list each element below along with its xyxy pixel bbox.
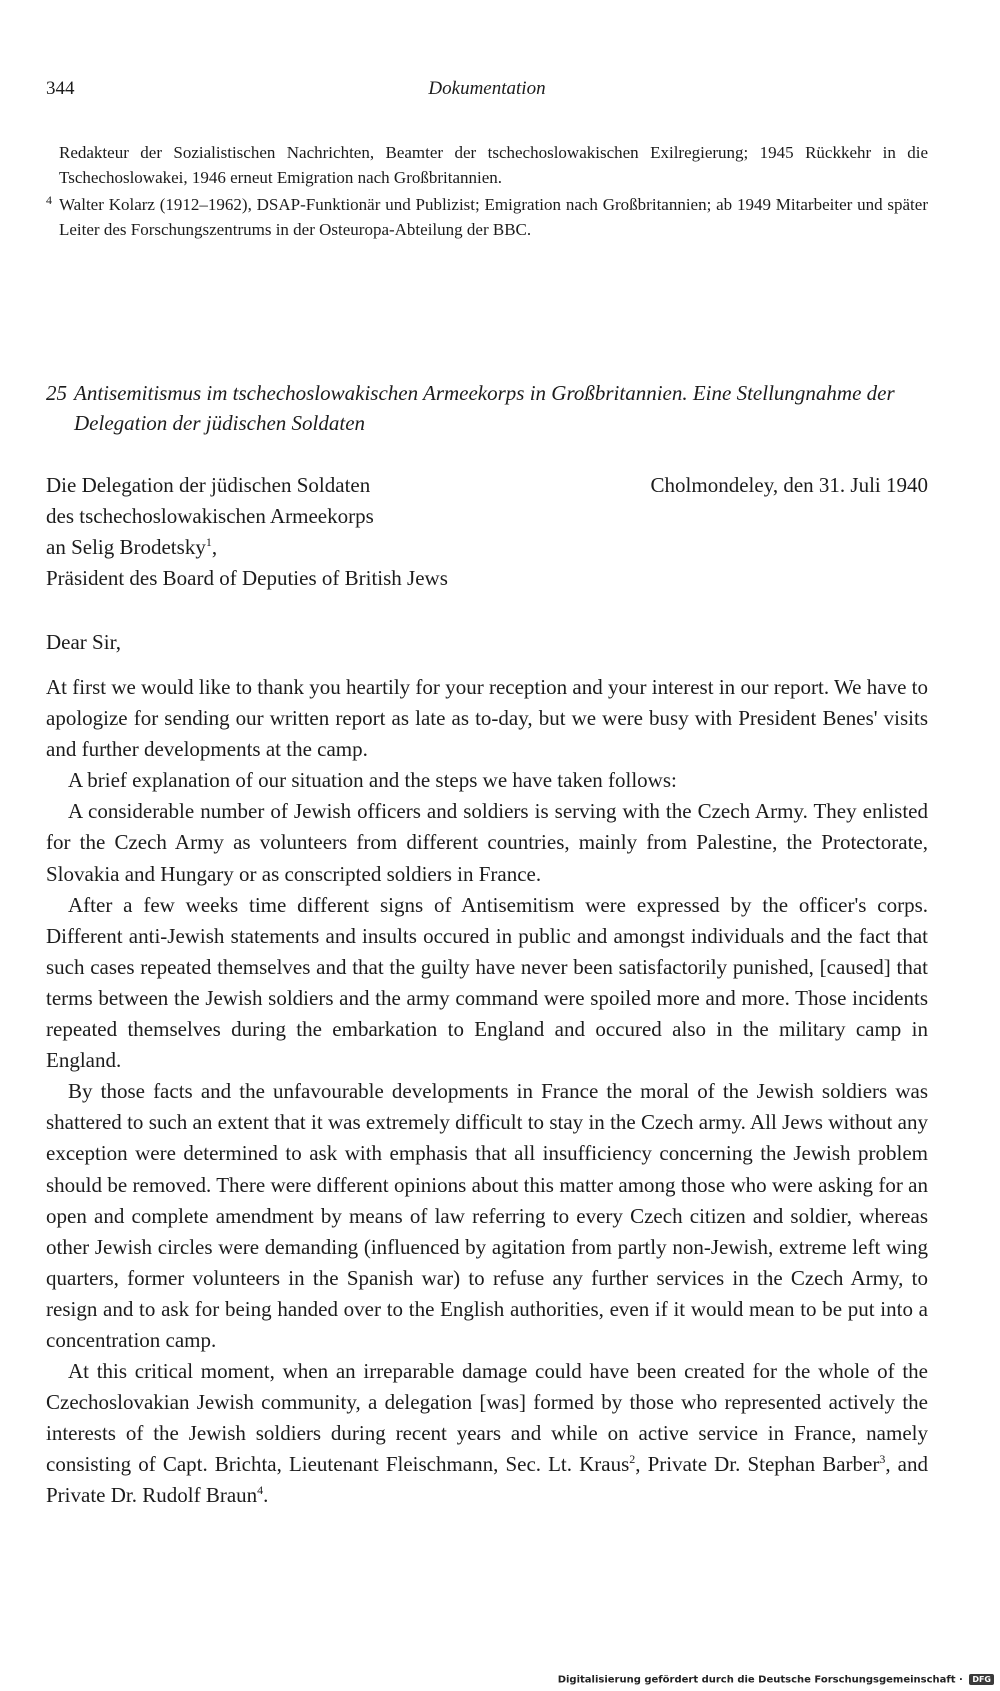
sender-line-2: des tschechoslowakischen Armeekorps [46, 504, 374, 528]
footnote-mark-1: 1 [205, 535, 212, 549]
document-number: 25 [46, 381, 67, 405]
footnote-4-mark: 4 [46, 193, 52, 207]
place-date: Cholmondeley, den 31. Juli 1940 [650, 473, 928, 497]
paragraph-5: By those facts and the unfavourable developments in France the moral of the Jewish soldiers was shattered to such an extent that it was extremely difficult to stay in the Czech army. All Jews without any exception were determined to ask with emphasis that all insufficiency concerning the Jewish problem should be removed. There were different opinions about this matter among those who were asking for an open and complete amendment by means of law referring to every Czech citizen and soldier, whereas other Jewish circles were demanding (influenced by agitation from partly non-Jewish, extreme left wing quarters, former volunteers in the Spanish war) to refuse any further services in the Czech Army, to resign and to ask for being handed over to the English authorities, even if it would mean to be put into a concentration camp. [46, 1079, 928, 1352]
dfg-logo-icon: DFG [969, 1674, 994, 1685]
running-head-title: Dokumentation [428, 78, 546, 99]
footnote-mark-2: 2 [629, 1452, 636, 1467]
document-title: Antisemitismus im tschechoslowakischen Armeekorps in Großbritannien. Eine Stellungnahme der Delegation der jüdischen Soldaten [74, 381, 895, 435]
paragraph-6-part-b: , Private Dr. Stephan Barber [635, 1452, 880, 1477]
paragraph-1: At first we would like to thank you heartily for your reception and your interest in our report. We have to apologize for sending our written report as late as to-day, but we were busy with President Benes' visits and further developments at the camp. [46, 675, 928, 762]
recipient-comma: , [211, 535, 218, 559]
paragraph-3: A considerable number of Jewish officers and soldiers is serving with the Czech Army. They enlisted for the Czech Army as volunteers from different countries, mainly from Palestine, the Protectorate, Slovakia and Hungary or as conscripted soldiers in France. [46, 799, 928, 886]
running-head [46, 78, 928, 108]
footnote-mark-4: 4 [257, 1483, 264, 1498]
page-number: 344 [46, 78, 75, 99]
paragraph-6-part-d: . [263, 1483, 269, 1508]
footnote-continued: Redakteur der Sozialistischen Nachrichten, Beamter der tschechoslowakischen Exilregierung; 1945 Rückkehr in die Tschechoslowakei, 1946 erneut Emigration nach Großbritannien. [59, 143, 928, 187]
paragraph-6-part-a: At this critical moment, when an irreparable damage could have been created for the whole of the Czechoslovakian Jewish community, a delegation [was] formed by those who represented actively the interests of the Jewish soldiers during recent years and while on active service in France, namely consisting of Capt. Brichta, Lieutenant Fleischmann, Sec. Lt. Kraus [46, 1359, 928, 1477]
paragraph-4: After a few weeks time different signs of Antisemitism were expressed by the officer's corps. Different anti-Jewish statements and insults occured in public and amongst individuals and the fact that such cases repeated themselves and that the guilty have never been satisfactorily punished, [caused] that terms between the Jewish soldiers and the army command were spoiled more and more. Those incidents repeated themselves during the embarkation to England and occured also in the military camp in England. [46, 892, 928, 1073]
footnote-mark-3: 3 [879, 1452, 886, 1467]
digitization-note: Digitalisierung gefördert durch die Deutsche Forschungsgemeinschaft · [557, 1674, 963, 1685]
recipient-name: an Selig Brodetsky [46, 535, 206, 559]
recipient-line-1 [46, 532, 928, 563]
paragraph-6 [46, 1356, 928, 1511]
letter-body [46, 672, 928, 1512]
recipient-line-2: Präsident des Board of Deputies of British Jews [46, 566, 448, 590]
footnote-4 [46, 192, 928, 242]
letter-address-block [46, 470, 928, 594]
paragraph-2: A brief explanation of our situation and the steps we have taken follows: [68, 768, 677, 793]
salutation: Dear Sir, [46, 630, 121, 654]
digitization-footer [558, 1674, 994, 1686]
sender-line-1: Die Delegation der jüdischen Soldaten [46, 473, 371, 497]
footnote-4-text: Walter Kolarz (1912–1962), DSAP-Funktionär und Publizist; Emigration nach Großbritannien; ab 1949 Mitarbeiter und später Leiter des Forschungszentrums in der Osteuropa-Abteilung der BBC. [59, 195, 928, 239]
paragraph-6-part-c: , and Private Dr. Rudolf Braun [46, 1452, 928, 1508]
